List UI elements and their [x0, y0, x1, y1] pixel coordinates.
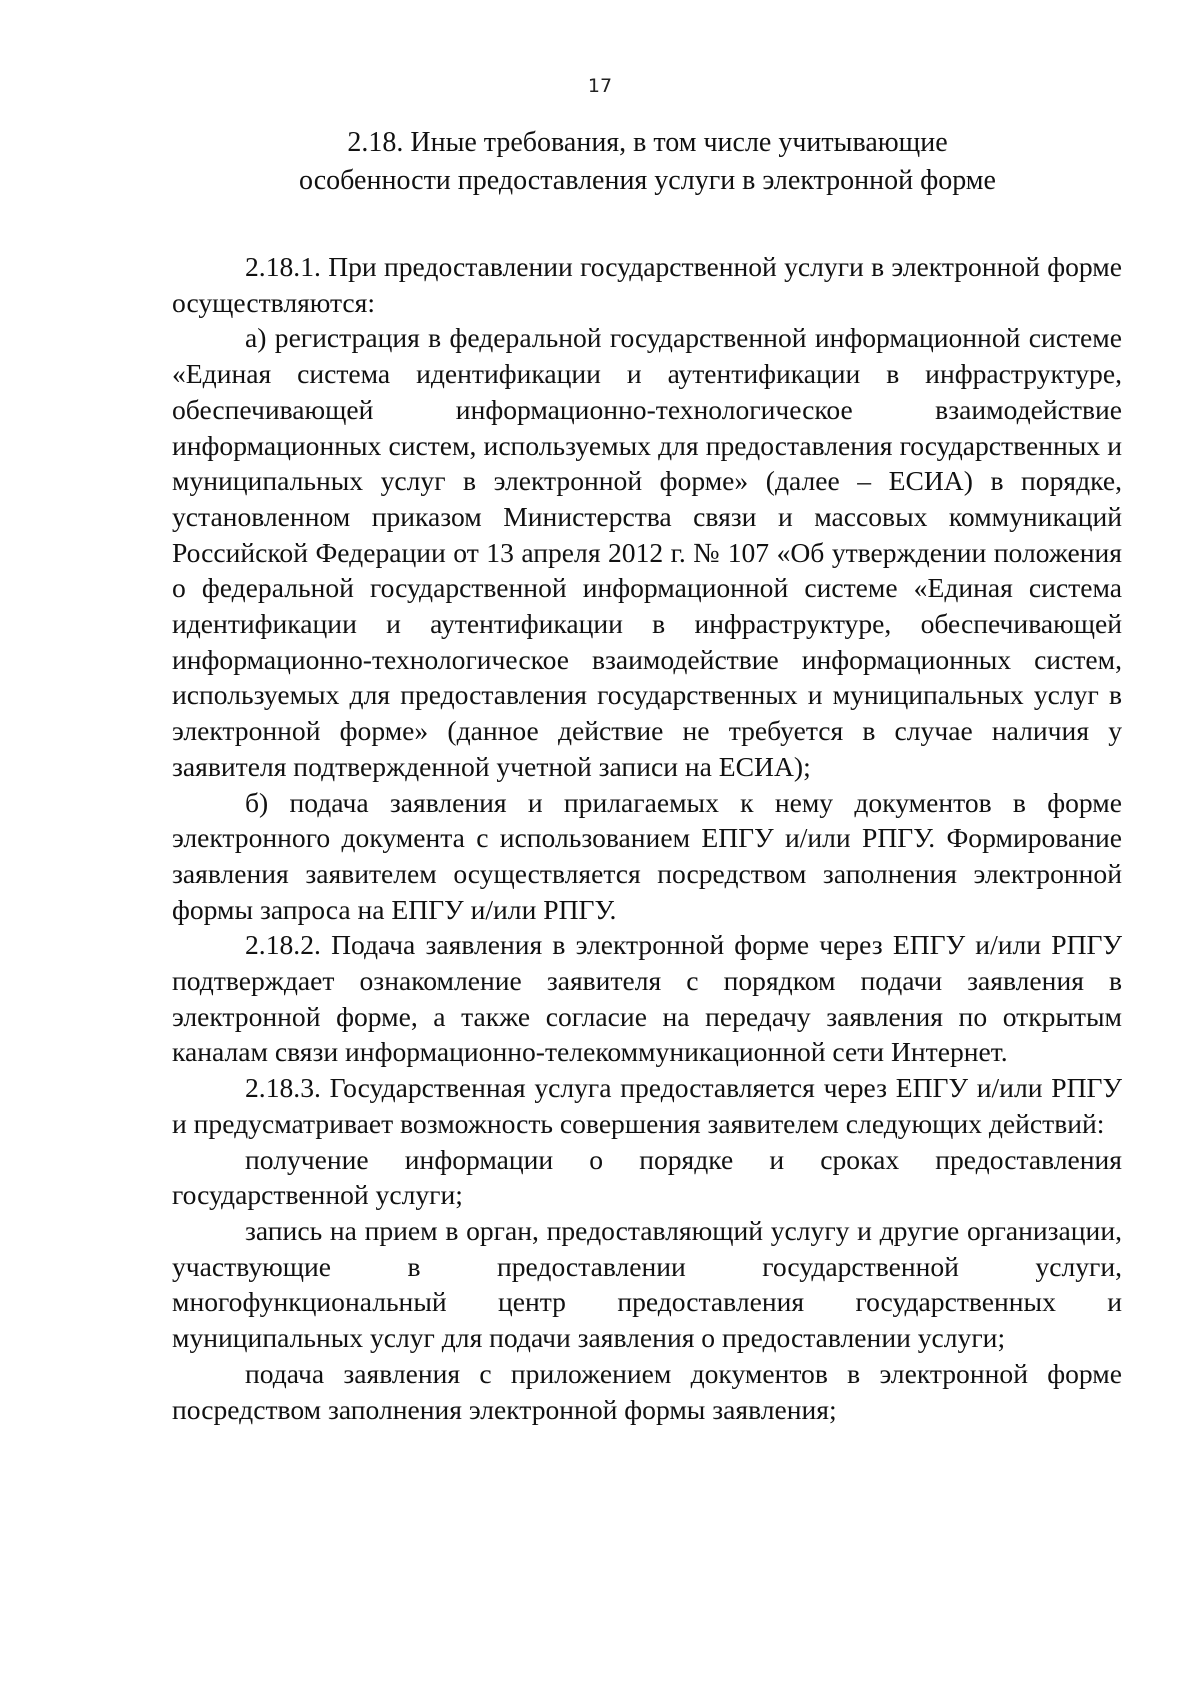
page-number: 17	[587, 75, 613, 97]
paragraph-2-18-1: 2.18.1. При предоставлении государственной услуги в электронной форме осуществляются:	[172, 251, 1122, 318]
list-item-information: получение информации о порядке и сроках предоставления государственной услуги;	[172, 1143, 1122, 1211]
section-heading-line-2: особенности предоставления услуги в электронной форме	[299, 165, 996, 196]
list-item-appointment: запись на прием в орган, предоставляющий услугу и другие организации, участвующие в предоставлении государственной услуги, многофункциональный центр предоставления государственных и муниципальных услуг для подачи заявления о предоставлении услуги;	[172, 1214, 1122, 1354]
paragraph-2-18-3: 2.18.3. Государственная услуга предоставляется через ЕПГУ и/или РПГУ и предусматривает возможность совершения заявителем следующих действий:	[172, 1072, 1122, 1139]
document-body	[172, 249, 1122, 1427]
paragraph-item-a-registration: а) регистрация в федеральной государственной информационной системе «Единая система идентификации и аутентификации в инфраструктуре, обеспечивающей информационно-технологическое взаимодействие информационных систем, используемых для предоставления государственных и муниципальных услуг в электронной форме» (далее – ЕСИА) в порядке, установленном приказом Министерства связи и массовых коммуникаций Российской Федерации от 13 апреля 2012 г. № 107 «Об утверждении положения о федеральной государственной информационной системе «Единая система идентификации и аутентификации в инфраструктуре, обеспечивающей информационно-технологическое взаимодействие информационных систем, используемых для предоставления государственных и муниципальных услуг в электронной форме» (данное действие не требуется в случае наличия у заявителя подтвержденной учетной записи на ЕСИА);	[172, 322, 1122, 782]
list-item-application-submission: подача заявления с приложением документов в электронной форме посредством заполнения электронной формы заявления;	[172, 1357, 1122, 1425]
section-heading	[170, 124, 1125, 200]
section-heading-line-1: 2.18. Иные требования, в том числе учитывающие	[347, 127, 948, 158]
paragraph-item-b-submission: б) подача заявления и прилагаемых к нему документов в форме электронного документа с использованием ЕПГУ и/или РПГУ. Формирование заявления заявителем осуществляется посредством заполнения электронной формы запроса на ЕПГУ и/или РПГУ.	[172, 786, 1122, 925]
paragraph-2-18-2: 2.18.2. Подача заявления в электронной форме через ЕПГУ и/или РПГУ подтверждает ознакомление заявителя с порядком подачи заявления в электронной форме, а также согласие на передачу заявления по открытым каналам связи информационно-телекоммуникационной сети Интернет.	[172, 929, 1122, 1068]
